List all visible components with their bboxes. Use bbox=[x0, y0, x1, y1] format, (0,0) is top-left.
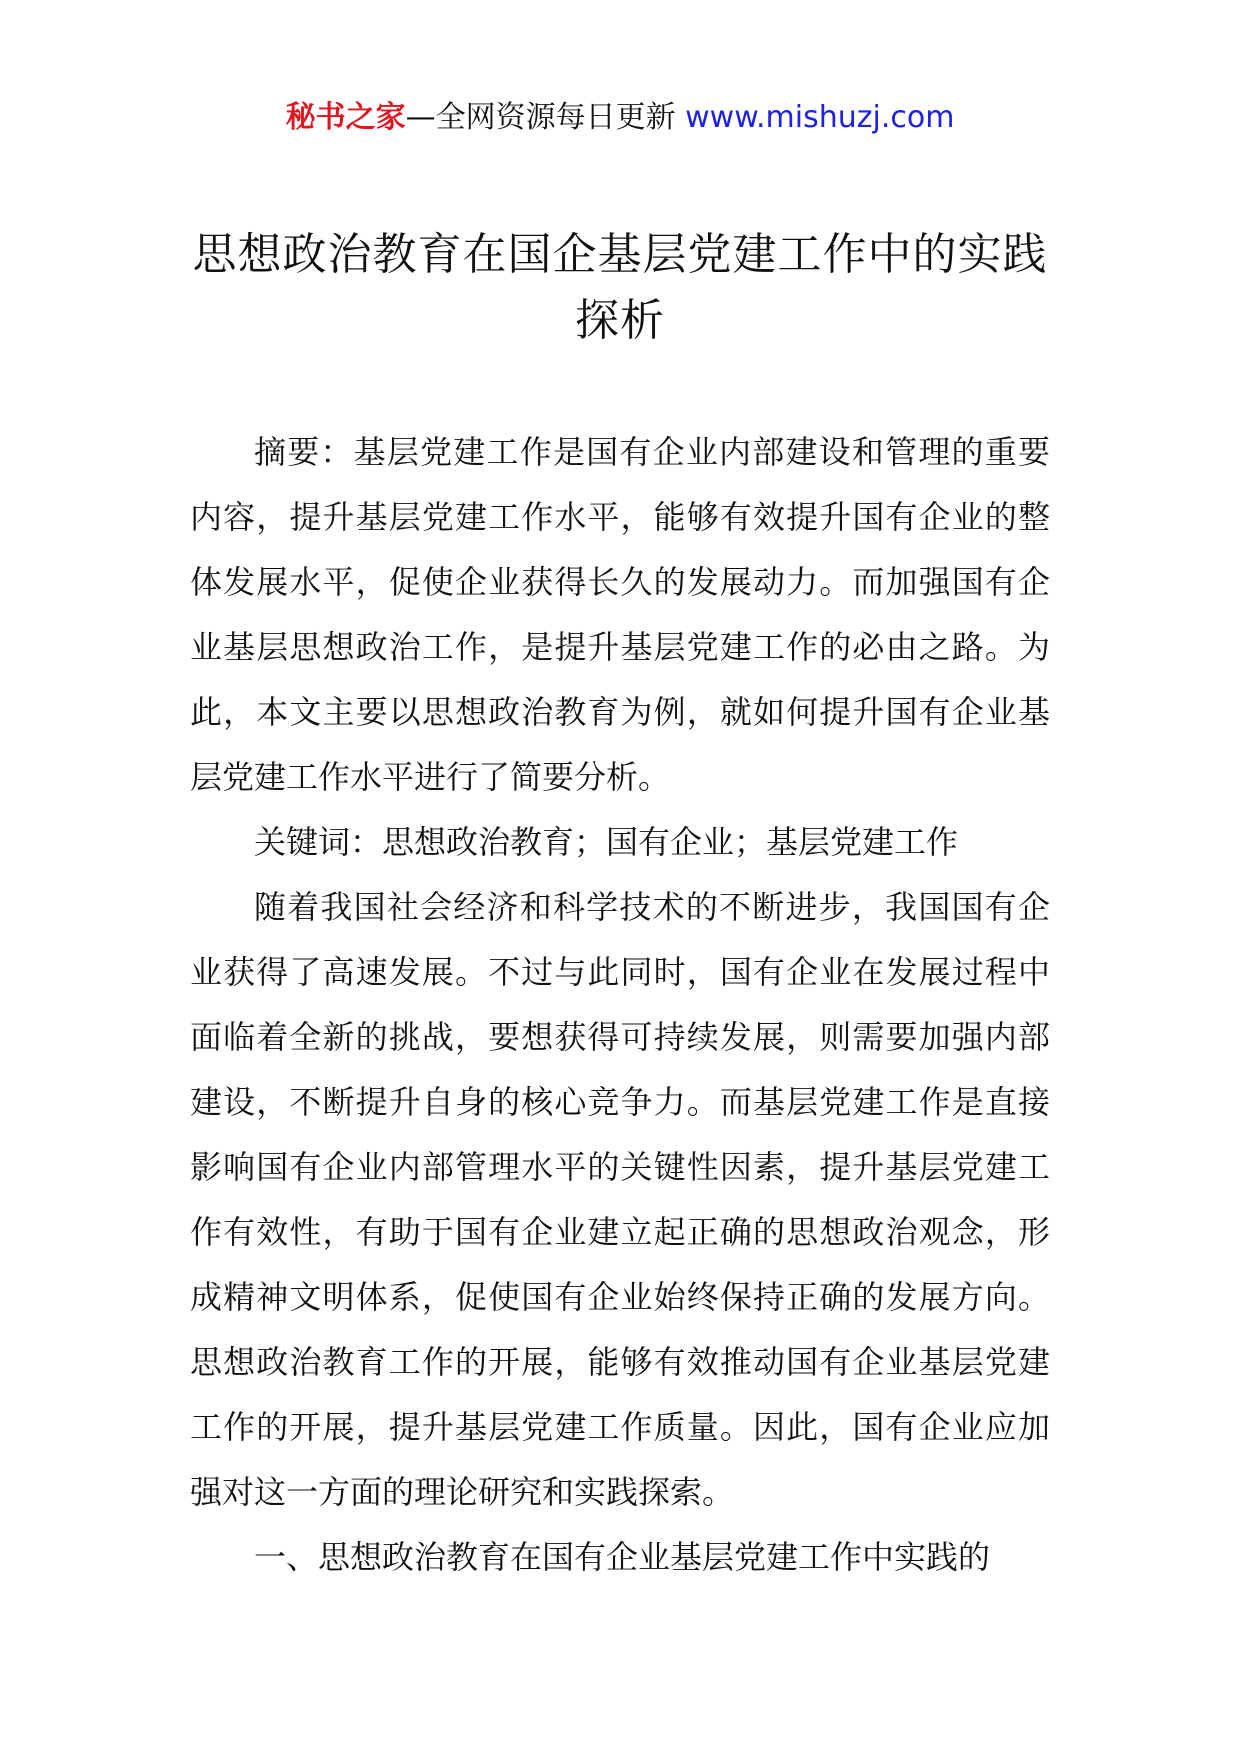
document-body bbox=[190, 420, 1050, 1590]
site-tagline: —全网资源每日更新 bbox=[405, 100, 686, 135]
document-title: 思想政治教育在国企基层党建工作中的实践探析 bbox=[192, 229, 1048, 346]
site-name: 秘书之家 bbox=[285, 100, 406, 135]
site-url-link[interactable]: www.mishuzj.com bbox=[685, 100, 955, 135]
abstract-paragraph: 摘要：基层党建工作是国有企业内部建设和管理的重要内容，提升基层党建工作水平，能够有效提升国有企业的整体发展水平，促使企业获得长久的发展动力。而加强国有企业基层思想政治工作，是提升基层党建工作的必由之路。为此，本文主要以思想政治教育为例，就如何提升国有企业基层党建工作水平进行了简要分析。 bbox=[190, 433, 1050, 796]
site-header bbox=[0, 98, 1240, 138]
section-heading: 一、思想政治教育在国有企业基层党建工作中实践的 bbox=[254, 1538, 991, 1576]
intro-paragraph: 随着我国社会经济和科学技术的不断进步，我国国有企业获得了高速发展。不过与此同时，国有企业在发展过程中面临着全新的挑战，要想获得可持续发展，则需要加强内部建设，不断提升自身的核心竞争力。而基层党建工作是直接影响国有企业内部管理水平的关键性因素，提升基层党建工作有效性，有助于国有企业建立起正确的思想政治观念，形成精神文明体系，促使国有企业始终保持正确的发展方向。思想政治教育工作的开展，能够有效推动国有企业基层党建工作的开展，提升基层党建工作质量。因此，国有企业应加强对这一方面的理论研究和实践探索。 bbox=[190, 888, 1050, 1511]
keywords-paragraph: 关键词：思想政治教育；国有企业；基层党建工作 bbox=[254, 823, 959, 861]
